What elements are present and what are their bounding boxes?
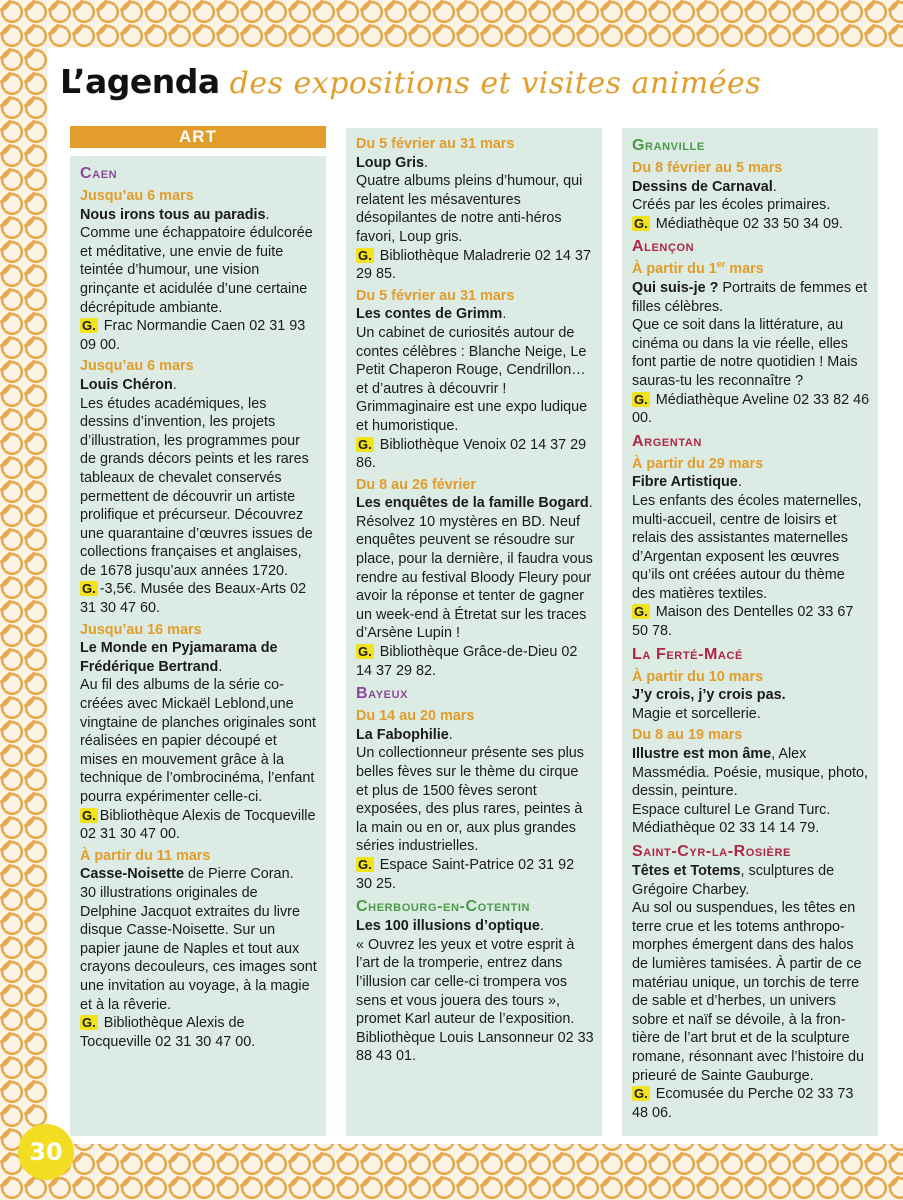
event-date: Du 5 février au 31 mars [356,287,515,304]
city-heading-cherbourg: Cherbourg-en-Cotentin [356,898,531,916]
event-date: Du 8 février au 5 mars [632,160,783,176]
event-info: G. Frac Normandie Caen 02 31 93 09 00. [80,318,306,353]
event-date: À partir du 29 mars [632,455,764,472]
g-icon: G. [358,644,372,660]
city-heading-granville: Granville [632,137,705,154]
event-info: G. Bibliothèque Alexis de Tocqueville 02 31 30 47 00. [80,1015,256,1050]
city-heading-caen: Caen [80,165,118,182]
g-icon: G. [634,391,648,407]
event-title: Le Monde en Pyjamarama de Frédérique Bertrand. [80,640,278,675]
event-title: Qui suis-je ? Portraits de femmes et filles célèbres. [632,279,868,315]
column-1 [70,156,326,1136]
event-text: Que ce soit dans la littérature, au cinéma ou dans la vie réelle, elles font partie de notre quotidien ! Mais sauras-tu les reconnaître ? [632,317,858,389]
event-text: Au sol ou suspendues, les têtes en terre crue et les totems anthropo-morphes émergent dans des halos de lumières tamisées. À partir de ce matériau unique, un torchis de terre de sable et d’herbes, un univers sobre et naïf se dévoile, à la fron-tière de l’art brut et de la sculpture romane, résonnant avec l’histoire du prieuré de Sainte Gauburge. [632,900,864,1084]
event-info: G. Médiathèque 02 33 50 34 09. [634,215,843,232]
event-title: Illustre est mon âme, Alex Massmédia. Poésie, musique, photo, dessin, peinture. [632,746,868,800]
event-text: 30 illustrations originales de Delphine Jacquot extraites du livre disque Casse-Noisette. Sur un papier jaune de Naples et tout aux crayons decouleurs, ces images sont une invitation au voyage, à la magie et à la rêverie. [80,884,317,1013]
event-title: Les 100 illusions d’optique. [356,918,544,935]
event-date: Jusqu’au 6 mars [80,358,194,375]
event-info: G. Bibliothèque Venoix 02 14 37 29 86. [356,436,587,472]
event-date: Jusqu’au 16 mars [80,621,202,638]
event-date: À partir du 11 mars [80,847,211,864]
event-title: La Fabophilie. [356,726,453,743]
event-title: Fibre Artistique. [632,474,742,491]
g-icon: G. [358,436,372,452]
event-info: G. Espace Saint-Patrice 02 31 92 30 25. [356,856,575,892]
event-text: Espace culturel Le Grand Turc. Médiathèque 02 33 14 14 79. [632,801,831,837]
event-info: G. Bibliothèque Grâce-de-Dieu 02 14 37 29 82. [356,644,578,679]
event-date: Du 8 au 26 février [356,476,476,493]
event-info: G. Ecomusée du Perche 02 33 73 48 06. [632,1086,854,1121]
event-date: À partir du 10 mars [632,668,764,685]
page-title [60,62,761,106]
event-text: Un cabinet de curiosités autour de contes célèbres : Blanche Neige, Le Petit Chaperon Rouge, Cendrillon…et d’autres à découvrir ! Grimmaginaire est une expo ludique et humoristique. [356,324,588,434]
event-info: G. Bibliothèque Alexis de Tocqueville 02 31 30 47 00. [80,807,316,843]
g-icon: G. [82,318,96,334]
event-date: À partir du 1er mars [632,259,764,278]
event-title: Casse-Noisette de Pierre Coran. [80,866,294,883]
g-icon: G. [358,247,372,263]
column-2 [346,128,602,1136]
event-date: Du 8 au 19 mars [632,727,743,744]
event-date: Jusqu’au 6 mars [80,188,194,204]
event-info: G. Bibliothèque Maladrerie 02 14 37 29 85. [356,247,591,283]
event-text: Les enfants des écoles maternelles, multi-accueil, centre de loisirs et relais des assistantes maternelles d’Argentan exposent les œuvres qu’ils ont créées autour du thème des matières textiles. [632,492,862,602]
event-title: Nous irons tous au paradis. [80,206,270,223]
event-info: G. Médiathèque Aveline 02 33 82 46 00. [632,391,870,427]
city-heading-bayeux: Bayeux [356,685,409,703]
g-icon: G. [82,581,96,597]
event-text: Quatre albums pleins d’humour, qui relatent les mésaventures désopilantes de notre anti-héros favori, Loup gris. [356,173,583,245]
event-text: Résolvez 10 mystères en BD. Neuf enquêtes peuvent se résoudre sur place, pour la dernière, il faudra vous rendre au festival Bloody Fleury pour avoir la réponse et tenter de gagner un week-end à Étretat sur les traces d’Arsène Lupin ! [356,513,593,642]
g-icon: G. [358,856,372,872]
g-icon: G. [634,604,648,620]
event-title: Louis Chéron. [80,376,177,393]
title-bold: L’agenda [60,62,220,101]
event-text: Au fil des albums de la série co-créées avec Mickaël Leblond,une vingtaine de planches originales sont réalisées en papier découpé et mises en mouvement grâce à la technique de l’ombrocinéma, l’enfant pourra expérimenter celle-ci. [80,677,317,805]
city-heading-saint-cyr: Saint-Cyr-la-Rosière [632,843,791,860]
column-3 [622,128,878,1136]
event-text: Magie et sorcellerie. [632,705,761,722]
section-label-art: ART [70,126,326,148]
g-icon: G. [82,807,96,823]
event-text: Les études académiques, les dessins d’invention, les projets d’illustration, les programmes pour de grands décors peints et les rares tableaux de chevalet conservés permettent de découvrir un artiste prolifique et précurseur. Découvrez une quarantaine d’œuvres issues de collections françaises et anglaises, de 1678 jusqu’aux années 1720. [80,395,313,579]
event-title: J’y crois, j’y crois pas. [632,687,786,704]
event-title: Les contes de Grimm. [356,306,507,323]
event-date: Du 14 au 20 mars [356,708,475,725]
g-icon: G. [634,1086,648,1102]
event-title: Têtes et Totems, sculptures de Grégoire Charbey. [632,863,835,898]
city-heading-alencon: Alençon [632,238,695,256]
event-title: Dessins de Carnaval. [632,178,777,195]
g-icon: G. [82,1015,96,1031]
event-title: Loup Gris. [356,154,428,171]
event-text: Comme une échappatoire édulcorée et méditative, une envie de fuite teintée d’humour, une vision grinçante et acidulée d’une certaine décrépitude ambiante. [80,225,313,316]
page-number: 30 [18,1124,74,1180]
event-text: Créés par les écoles primaires. [632,197,831,214]
g-icon: G. [634,215,648,231]
event-date: Du 5 février au 31 mars [356,136,515,152]
event-info: G. Maison des Dentelles 02 33 67 50 78. [632,604,854,640]
event-info: G. -3,5€. Musée des Beaux-Arts 02 31 30 47 60. [80,581,307,617]
event-text: « Ouvrez les yeux et votre esprit à l’art de la tromperie, entrez dans l’illusion car celle-ci trompera vos sens et vous jouera des tours », promet Karl auteur de l’exposition. Bibliothèque Louis Lansonneur 02 33 88 43 01. [356,936,594,1065]
event-text: Un collectionneur présente ses plus belles fèves sur le thème du cirque et plus de 1500 fèves seront exposées, des plus rares, peintes à la main ou en or, aux plus grandes séries industrielles. [356,745,584,855]
title-script: des expositions et visites animées [229,66,762,101]
city-heading-argentan: Argentan [632,432,702,450]
city-heading-la-ferte-mace: La Ferté-Macé [632,645,743,663]
event-title: Les enquêtes de la famille Bogard. [356,495,593,512]
